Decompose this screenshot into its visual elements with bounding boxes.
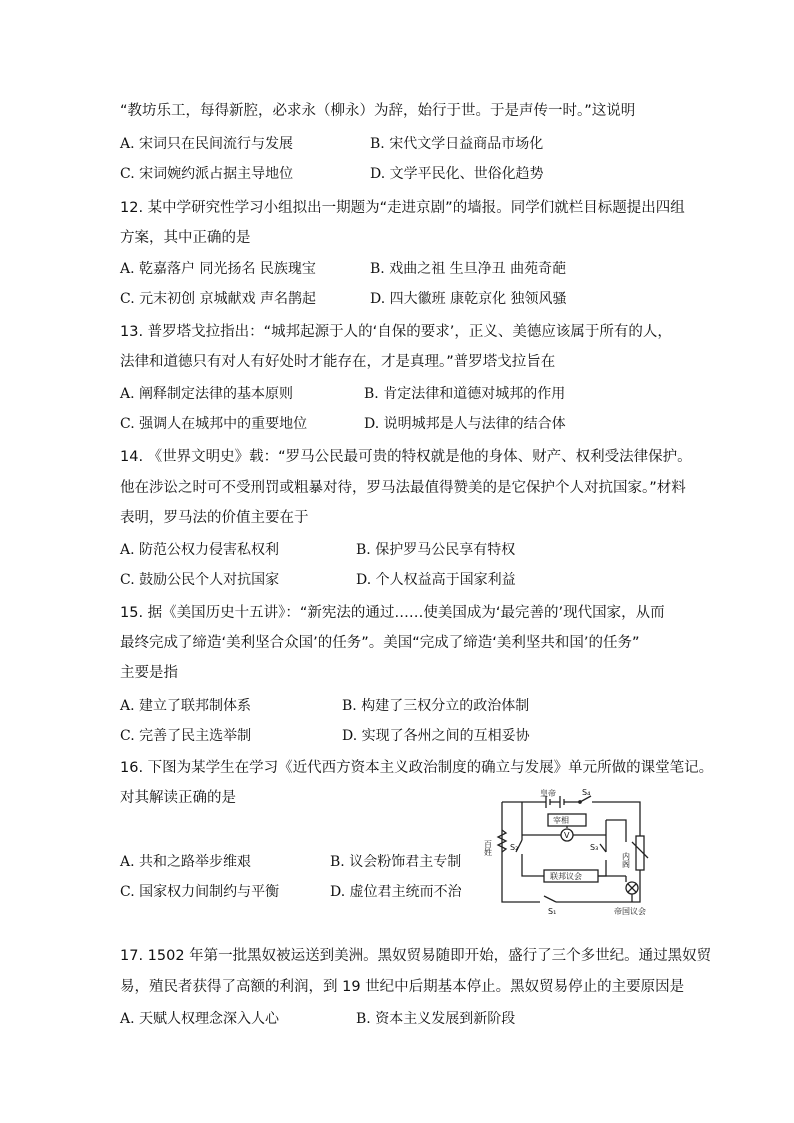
label-people: 百姓 [483, 840, 493, 856]
q16-option-d[interactable]: D. 虚位君主统而不治 [330, 884, 462, 900]
q13-stem-line-2: 法律和道德只有对人有好处时才能存在，才是真理。”普罗塔戈拉旨在 [120, 354, 556, 370]
q12-option-b[interactable]: B. 戏曲之祖 生旦净丑 曲苑奇葩 [370, 261, 567, 277]
label-v: V [564, 831, 570, 840]
q16-stem-line-2: 对其解读正确的是 [120, 790, 236, 806]
q13-option-b[interactable]: B. 肯定法律和道德对城邦的作用 [364, 386, 566, 402]
q17-option-a[interactable]: A. 天赋人权理念深入人心 [120, 1011, 280, 1027]
label-s3: S₃ [590, 843, 599, 852]
q17-stem-line-1: 17. 1502 年第一批黑奴被运送到美洲。黑奴贸易随即开始，盛行了三个多世纪。通过黑奴贸 [120, 948, 712, 964]
wire-inner-left-low [522, 854, 544, 876]
q14-stem-line-3: 表明，罗马法的价值主要在于 [120, 510, 309, 526]
q11-option-a[interactable]: A. 宋词只在民间流行与发展 [120, 136, 294, 152]
label-reichstag: 帝国议会 [614, 907, 646, 916]
q11-option-d[interactable]: D. 文学平民化、世俗化趋势 [370, 166, 544, 182]
q17-option-b[interactable]: B. 资本主义发展到新阶段 [356, 1011, 516, 1027]
label-chancellor: 宰相 [553, 816, 569, 825]
q15-stem-line-1: 15. 据《美国历史十五讲》：“新宪法的通过……使美国成为‘最完善的’现代国家，从而 [120, 605, 665, 621]
q15-stem-line-3: 主要是指 [120, 665, 178, 681]
q11-option-b[interactable]: B. 宋代文学日益商品市场化 [370, 136, 544, 152]
q13-stem-line-1: 13. 普罗塔戈拉指出：“城邦起源于人的‘自保的要求’，正义、美德应该属于所有的人， [120, 324, 672, 340]
cabinet-arrow-icon [632, 842, 648, 858]
q14-stem-line-2: 他在涉讼之时可不受刑罚或粗暴对待，罗马法最值得赞美的是它保护个人对抗国家。”材料 [120, 480, 686, 496]
q11-stem: “教坊乐工，每得新腔，必求永（柳永）为辞，始行于世。于是声传一时。”这说明 [120, 103, 636, 119]
q12-option-a[interactable]: A. 乾嘉落户 同光扬名 民族瑰宝 [120, 261, 316, 277]
q16-option-a[interactable]: A. 共和之路举步维艰 [120, 854, 252, 870]
q16-option-c[interactable]: C. 国家权力间制约与平衡 [120, 884, 280, 900]
wire-bottom-left [502, 888, 540, 902]
q14-option-b[interactable]: B. 保护罗马公民享有特权 [356, 542, 516, 558]
q17-stem-line-2: 易，殖民者获得了高额的利润，到 19 世纪中后期基本停止。黑奴贸易停止的主要原因是 [120, 979, 685, 995]
q16-option-b[interactable]: B. 议会粉饰君主专制 [330, 854, 462, 870]
switch-s4-node [579, 801, 581, 803]
q12-option-c[interactable]: C. 元末初创 京城献戏 声名鹊起 [120, 291, 317, 307]
switch-s1-icon [544, 896, 556, 902]
lamp-cross-icon [628, 884, 636, 892]
label-bundesrat: 联邦议会 [550, 872, 582, 881]
q14-option-a[interactable]: A. 防范公权力侵害私权利 [120, 542, 280, 558]
q15-option-c[interactable]: C. 完善了民主选举制 [120, 728, 252, 744]
q15-option-a[interactable]: A. 建立了联邦制体系 [120, 698, 252, 714]
circuit-diagram [483, 788, 660, 918]
q14-option-c[interactable]: C. 鼓励公民个人对抗国家 [120, 572, 280, 588]
wire-inner-right-low [598, 860, 606, 876]
q14-stem-line-1: 14. 《世界文明史》载：“罗马公民最可贵的特权就是他的身体、财产、权利受法律保护。 [120, 449, 692, 465]
q15-stem-line-2: 最终完成了缔造‘美利坚合众国’的任务”。美国“完成了缔造‘美利坚共和国’的任务” [120, 635, 640, 651]
q11-option-c[interactable]: C. 宋词婉约派占据主导地位 [120, 166, 294, 182]
q15-option-b[interactable]: B. 构建了三权分立的政治体制 [342, 698, 530, 714]
q12-stem-line-2: 方案，其中正确的是 [120, 230, 251, 246]
q16-stem-line-1: 16. 下图为某学生在学习《近代西方资本主义政治制度的确立与发展》单元所做的课堂笔记。 [120, 760, 714, 776]
q12-option-d[interactable]: D. 四大徽班 康乾京化 独领风骚 [370, 291, 567, 307]
label-emperor: 皇帝 [540, 789, 556, 798]
q15-option-d[interactable]: D. 实现了各州之间的互相妥协 [342, 728, 530, 744]
q12-stem-line-1: 12. 某中学研究性学习小组拟出一期题为“走进京剧”的墙报。同学们就栏目标题提出四组 [120, 200, 685, 216]
switch-s3-icon [600, 844, 606, 852]
q13-option-c[interactable]: C. 强调人在城邦中的重要地位 [120, 416, 308, 432]
q14-option-d[interactable]: D. 个人权益高于国家利益 [356, 572, 516, 588]
label-s4: S₄ [582, 788, 591, 797]
wire-cabinet-link [606, 820, 626, 842]
q13-option-a[interactable]: A. 阐释制定法律的基本原则 [120, 386, 294, 402]
label-s1: S₁ [548, 907, 557, 916]
label-s2: S₂ [510, 843, 519, 852]
q13-option-d[interactable]: D. 说明城邦是人与法律的结合体 [364, 416, 566, 432]
label-cabinet: 内阁 [621, 852, 631, 868]
wire-top-right [592, 802, 640, 836]
